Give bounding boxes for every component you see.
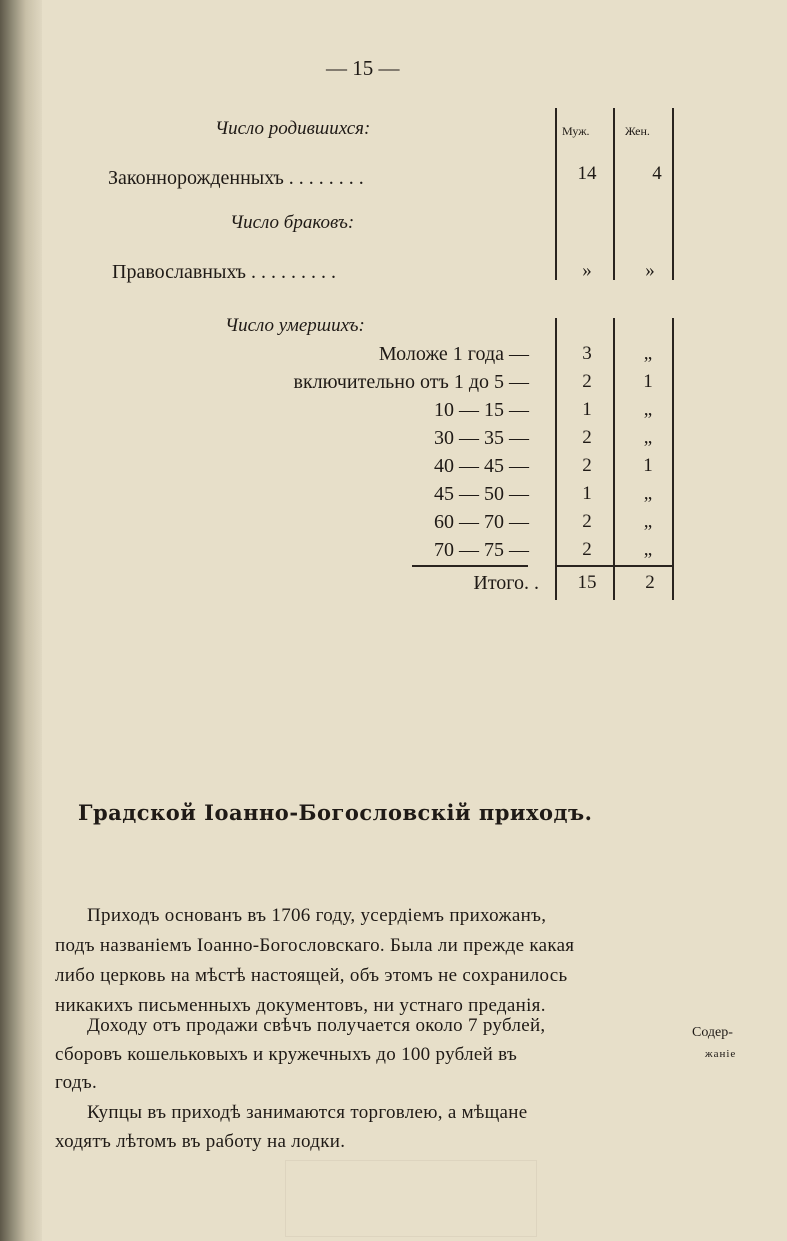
births-heading: Число родившихся: — [215, 118, 371, 139]
paragraph-line-8: Купцы въ приходѣ занимаются торговлею, а мѣщане — [87, 1102, 528, 1123]
deaths-row-female-8: „ — [643, 539, 653, 560]
paragraph-line-2: подъ названіемъ Іоанно-Богословскаго. Была ли прежде какая — [55, 935, 575, 956]
deaths-row-label-5: 40 — 45 — — [434, 455, 529, 477]
marriages-row-label: Православныхъ . . . . . . . . . — [112, 261, 337, 283]
paragraph-line-4: никакихъ письменныхъ документовъ, ни устнаго преданія. — [55, 995, 546, 1016]
paragraph-line-5: Доходу отъ продажи свѣчъ получается около 7 рублей, — [87, 1015, 546, 1036]
deaths-row-male-5: 2 — [582, 455, 592, 476]
book-binding-edge — [0, 0, 42, 1241]
deaths-row-male-7: 2 — [582, 511, 592, 532]
upper-table-right-rule — [672, 108, 674, 280]
deaths-row-male-4: 2 — [582, 427, 592, 448]
deaths-row-female-7: „ — [643, 511, 653, 532]
deaths-row-female-5: 1 — [643, 455, 653, 476]
page-number: — 15 — — [326, 56, 400, 80]
paragraph-line-9: ходятъ лѣтомъ въ работу на лодки. — [55, 1131, 346, 1152]
deaths-row-female-2: 1 — [643, 371, 653, 392]
margin-note-line-1: Содер- — [692, 1025, 733, 1040]
deaths-total-label: Итого. . — [473, 572, 539, 594]
upper-table-left-rule — [555, 108, 557, 280]
deaths-row-female-6: „ — [643, 483, 653, 504]
paragraph-line-6: сборовъ кошельковыхъ и кружечныхъ до 100 рублей въ — [55, 1044, 518, 1065]
paragraph-line-1: Приходъ основанъ въ 1706 году, усердіемъ прихожанъ, — [87, 905, 547, 926]
total-rule-left — [412, 565, 528, 567]
deaths-row-male-1: 3 — [582, 343, 592, 364]
deaths-row-label-1: Моложе 1 года — — [378, 343, 529, 365]
deaths-heading: Число умершихъ: — [225, 315, 365, 336]
column-header-female: Жен. — [625, 124, 650, 138]
lower-table-middle-rule — [613, 318, 615, 600]
marriages-heading: Число браковъ: — [230, 212, 355, 233]
deaths-row-female-3: „ — [643, 399, 653, 420]
deaths-row-male-2: 2 — [582, 371, 592, 392]
deaths-total-female: 2 — [645, 572, 655, 593]
deaths-row-female-4: „ — [643, 427, 653, 448]
marriages-female-value: » — [645, 260, 655, 281]
faded-library-stamp — [285, 1160, 537, 1237]
deaths-row-label-7: 60 — 70 — — [434, 511, 529, 533]
deaths-row-label-6: 45 — 50 — — [434, 483, 529, 505]
deaths-total-male: 15 — [577, 572, 597, 593]
column-header-male: Муж. — [562, 124, 590, 138]
margin-note-line-2: жаніе — [705, 1048, 737, 1060]
deaths-row-label-4: 30 — 35 — — [434, 427, 529, 449]
deaths-row-female-1: „ — [643, 343, 653, 364]
upper-table-middle-rule — [613, 108, 615, 280]
deaths-row-label-2: включительно отъ 1 до 5 — — [293, 371, 529, 393]
lower-table-left-rule — [555, 318, 557, 600]
deaths-row-male-6: 1 — [582, 483, 592, 504]
births-male-value: 14 — [577, 163, 597, 184]
births-female-value: 4 — [652, 163, 662, 184]
lower-table-right-rule — [672, 318, 674, 600]
deaths-row-label-8: 70 — 75 — — [434, 539, 529, 561]
marriages-male-value: » — [582, 260, 592, 281]
deaths-row-label-3: 10 — 15 — — [434, 399, 529, 421]
parish-title: Градской Іоанно-Богословскій приходъ. — [78, 800, 593, 825]
deaths-row-male-8: 2 — [582, 539, 592, 560]
paragraph-line-3: либо церковь на мѣстѣ настоящей, объ этомъ не сохранилось — [55, 965, 568, 986]
births-row-label: Законнорожденныхъ . . . . . . . . — [108, 167, 364, 189]
paragraph-line-7: годъ. — [55, 1072, 98, 1093]
deaths-row-male-3: 1 — [582, 399, 592, 420]
